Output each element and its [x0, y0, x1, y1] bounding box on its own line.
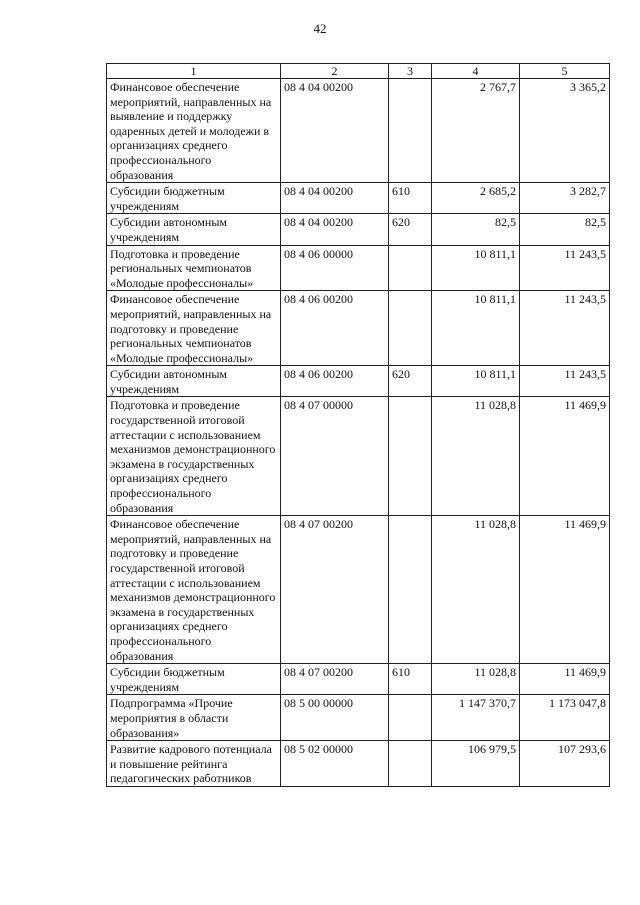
row-amount-col5: 11 469,9	[520, 516, 610, 664]
row-name: Развитие кадрового потенциала и повышение рейтинга педагогических работников	[107, 741, 281, 787]
row-expense-type	[389, 741, 432, 787]
row-name: Подготовка и проведение региональных чемпионатов «Молодые профессионалы»	[107, 245, 281, 291]
row-name: Финансовое обеспечение мероприятий, направленных на выявление и поддержку одаренных детей и молодежи в организациях среднего профессионального образования	[107, 79, 281, 183]
page-number: 42	[313, 21, 327, 36]
table-row	[107, 516, 610, 664]
row-expense-type	[389, 79, 432, 183]
row-amount-col4: 10 811,1	[432, 291, 520, 366]
row-expense-type	[389, 516, 432, 664]
row-amount-col5: 11 243,5	[520, 291, 610, 366]
row-name: Субсидии автономным учреждениям	[107, 366, 281, 397]
table-row	[107, 79, 610, 183]
row-amount-col5: 1 173 047,8	[520, 695, 610, 741]
table-row	[107, 291, 610, 366]
row-name: Субсидии бюджетным учреждениям	[107, 183, 281, 214]
row-name: Субсидии бюджетным учреждениям	[107, 664, 281, 695]
table-row	[107, 397, 610, 516]
row-amount-col4: 11 028,8	[432, 516, 520, 664]
row-name: Финансовое обеспечение мероприятий, направленных на подготовку и проведение государственной итоговой аттестации с использованием механизмов демонстрационного экзамена в государственных организациях среднего профессионального образования	[107, 516, 281, 664]
row-name: Финансовое обеспечение мероприятий, направленных на подготовку и проведение региональных чемпионатов «Молодые профессионалы»	[107, 291, 281, 366]
row-amount-col4: 11 028,8	[432, 664, 520, 695]
row-code: 08 4 07 00200	[281, 516, 389, 664]
row-code: 08 4 04 00200	[281, 214, 389, 245]
row-code: 08 4 06 00200	[281, 291, 389, 366]
column-header: 2	[281, 64, 389, 79]
row-expense-type	[389, 291, 432, 366]
row-expense-type	[389, 245, 432, 291]
row-amount-col5: 3 365,2	[520, 79, 610, 183]
row-expense-type: 610	[389, 664, 432, 695]
column-header: 3	[389, 64, 432, 79]
row-name: Подготовка и проведение государственной итоговой аттестации с использованием механизмов демонстрационного экзамена в государственных организациях среднего профессионального образования	[107, 397, 281, 516]
row-name: Субсидии автономным учреждениям	[107, 214, 281, 245]
table-row	[107, 695, 610, 741]
table-row	[107, 214, 610, 245]
table-row	[107, 183, 610, 214]
table-row	[107, 366, 610, 397]
row-expense-type: 620	[389, 214, 432, 245]
table-row	[107, 664, 610, 695]
row-amount-col4: 10 811,1	[432, 245, 520, 291]
row-code: 08 4 04 00200	[281, 79, 389, 183]
row-amount-col5: 107 293,6	[520, 741, 610, 787]
row-amount-col5: 3 282,7	[520, 183, 610, 214]
row-amount-col4: 2 685,2	[432, 183, 520, 214]
budget-table	[106, 63, 610, 787]
column-header: 5	[520, 64, 610, 79]
row-amount-col4: 106 979,5	[432, 741, 520, 787]
row-code: 08 4 06 00200	[281, 366, 389, 397]
row-expense-type: 610	[389, 183, 432, 214]
column-header: 4	[432, 64, 520, 79]
row-amount-col4: 82,5	[432, 214, 520, 245]
row-amount-col4: 10 811,1	[432, 366, 520, 397]
row-amount-col5: 11 469,9	[520, 397, 610, 516]
row-code: 08 5 02 00000	[281, 741, 389, 787]
row-code: 08 4 04 00200	[281, 183, 389, 214]
table-row	[107, 741, 610, 787]
column-header: 1	[107, 64, 281, 79]
row-amount-col4: 11 028,8	[432, 397, 520, 516]
row-amount-col5: 11 243,5	[520, 366, 610, 397]
row-code: 08 5 00 00000	[281, 695, 389, 741]
row-expense-type: 620	[389, 366, 432, 397]
row-amount-col4: 1 147 370,7	[432, 695, 520, 741]
row-amount-col4: 2 767,7	[432, 79, 520, 183]
row-code: 08 4 07 00000	[281, 397, 389, 516]
row-code: 08 4 06 00000	[281, 245, 389, 291]
table-header-row	[107, 64, 610, 79]
row-name: Подпрограмма «Прочие мероприятия в области образования»	[107, 695, 281, 741]
row-expense-type	[389, 397, 432, 516]
table-row	[107, 245, 610, 291]
row-amount-col5: 82,5	[520, 214, 610, 245]
row-amount-col5: 11 243,5	[520, 245, 610, 291]
row-code: 08 4 07 00200	[281, 664, 389, 695]
row-amount-col5: 11 469,9	[520, 664, 610, 695]
row-expense-type	[389, 695, 432, 741]
